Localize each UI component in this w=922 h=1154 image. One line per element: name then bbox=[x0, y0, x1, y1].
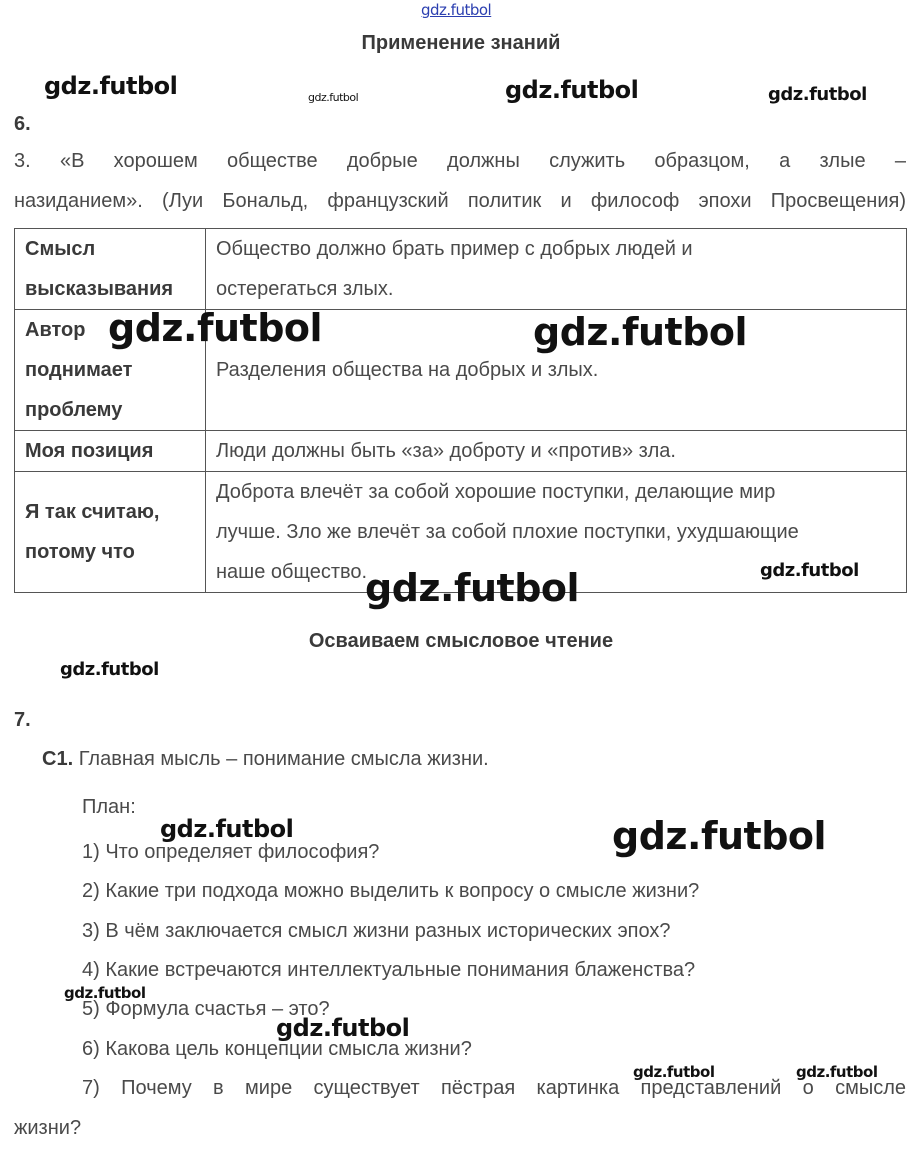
plan-item-1: 1) Что определяет философия? bbox=[82, 841, 380, 863]
row-label: Я так считаю, потому что bbox=[15, 472, 206, 593]
watermark-top: gdz.futbol bbox=[421, 1, 492, 19]
plan-label: План: bbox=[82, 796, 136, 818]
row-value: Общество должно брать пример с добрых людей и остерегаться злых. bbox=[206, 229, 907, 310]
plan-item-6: 6) Какова цель концепции смысла жизни? bbox=[82, 1038, 472, 1060]
watermark: gdz.futbol bbox=[44, 72, 178, 100]
watermark: gdz.futbol bbox=[160, 815, 294, 843]
row-value: Разделения общества на добрых и злых. bbox=[206, 310, 907, 431]
watermark: gdz.futbol bbox=[60, 659, 159, 680]
plan-item-4: 4) Какие встречаются интеллектуальные понимания блаженства? bbox=[82, 959, 696, 981]
plan-item-7-line-2: жизни? bbox=[14, 1117, 82, 1139]
plan-item-2: 2) Какие три подхода можно выделить к вопросу о смысле жизни? bbox=[82, 880, 700, 902]
section-heading-knowledge: Применение знаний bbox=[361, 32, 561, 54]
section-heading-reading: Осваиваем смысловое чтение bbox=[308, 630, 614, 652]
c1-answer bbox=[42, 748, 489, 771]
task-number-7: 7. bbox=[14, 709, 31, 731]
row-value: Доброта влечёт за собой хорошие поступки, делающие мир лучше. Зло же влечёт за собой плохие поступки, ухудшающие наше общество. bbox=[206, 472, 907, 593]
analysis-table bbox=[14, 228, 907, 593]
c1-label: С1. bbox=[42, 748, 74, 770]
watermark: gdz.futbol bbox=[505, 76, 639, 104]
quote-line-2: назиданием». (Луи Бональд, французский политик и философ эпохи Просвещения) bbox=[14, 190, 906, 212]
watermark: gdz.futbol bbox=[64, 984, 146, 1002]
watermark: gdz.futbol bbox=[276, 1014, 410, 1042]
plan-item-7-line-1: 7) Почему в мире существует пёстрая картинка представлений о смысле bbox=[82, 1077, 906, 1099]
table-row bbox=[15, 431, 907, 472]
watermark: gdz.futbol bbox=[533, 310, 748, 354]
task-number-6: 6. bbox=[14, 113, 31, 135]
watermark: gdz.futbol bbox=[796, 1063, 878, 1081]
c1-text: Главная мысль – понимание смысла жизни. bbox=[78, 748, 489, 770]
watermark: gdz.futbol bbox=[108, 306, 323, 350]
row-label: Смысл высказывания bbox=[15, 229, 206, 310]
plan-item-3: 3) В чём заключается смысл жизни разных исторических эпох? bbox=[82, 920, 671, 942]
watermark: gdz.futbol bbox=[760, 560, 859, 581]
watermark: gdz.futbol bbox=[633, 1063, 715, 1081]
row-value: Люди должны быть «за» доброту и «против» зла. bbox=[206, 431, 907, 472]
plan-item-5: 5) Формула счастья – это? bbox=[82, 998, 330, 1020]
row-label: Автор поднимает проблему bbox=[15, 310, 206, 431]
watermark: gdz.futbol bbox=[768, 84, 867, 105]
table-row bbox=[15, 229, 907, 310]
watermark: gdz.futbol bbox=[365, 566, 580, 610]
watermark: gdz.futbol bbox=[612, 814, 827, 858]
quote-line-1: 3. «В хорошем обществе добрые должны служить образцом, а злые – bbox=[14, 150, 906, 172]
row-label: Моя позиция bbox=[15, 431, 206, 472]
watermark: gdz.futbol bbox=[308, 91, 359, 104]
